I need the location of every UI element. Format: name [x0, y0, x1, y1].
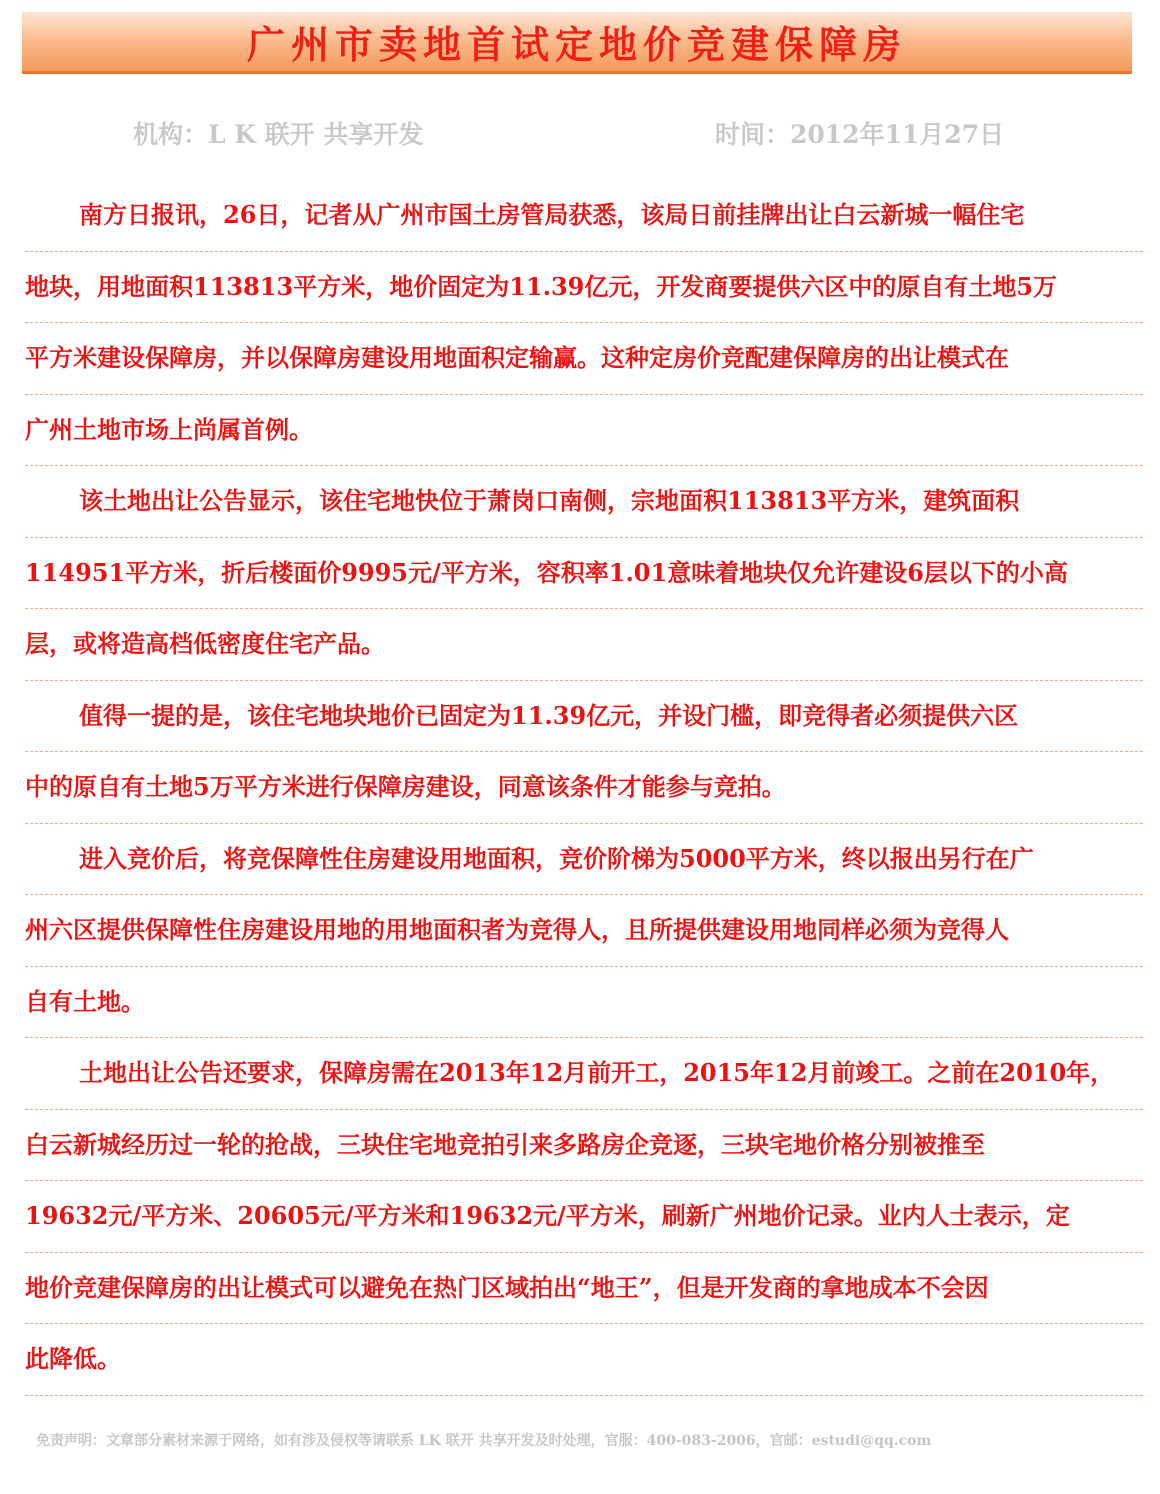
disclaimer-footer: 免责声明：文章部分素材来源于网络，如有涉及侵权等请联系 LK 联开 共享开发及时处理，官服：400-083-2006，官邮：estudi@qq.com — [36, 1433, 932, 1449]
article-line: 此降低。 — [25, 1324, 1143, 1396]
article-line: 层，或将造高档低密度住宅产品。 — [25, 609, 1143, 681]
article-line: 广州土地市场上尚属首例。 — [25, 395, 1143, 467]
article-line: 白云新城经历过一轮的抢战，三块住宅地竞拍引来多路房企竞逐，三块宅地价格分别被推至 — [25, 1110, 1143, 1182]
article-line: 中的原自有土地5万平方米进行保障房建设，同意该条件才能参与竞拍。 — [25, 752, 1143, 824]
page-title: 广州市卖地首试定地价竞建保障房 — [246, 22, 907, 67]
article-line: 地价竞建保障房的出让模式可以避免在热门区域拍出“地王”，但是开发商的拿地成本不会因 — [25, 1253, 1143, 1325]
article-line: 19632元/平方米、20605元/平方米和19632元/平方米，刷新广州地价记录。业内人士表示，定 — [25, 1181, 1143, 1253]
organization-label: 机构：L K 联开 共享开发 — [133, 120, 424, 149]
article-line: 自有土地。 — [25, 967, 1143, 1039]
article-line: 该土地出让公告显示，该住宅地快位于萧岗口南侧，宗地面积113813平方米，建筑面积 — [25, 466, 1143, 538]
article-line: 进入竞价后，将竞保障性住房建设用地面积，竞价阶梯为5000平方米，终以报出另行在广 — [25, 824, 1143, 896]
article-line: 值得一提的是，该住宅地块地价已固定为11.39亿元，并设门槛，即竞得者必须提供六区 — [25, 681, 1143, 753]
article-line: 地块，用地面积113813平方米，地价固定为11.39亿元，开发商要提供六区中的原自有土地5万 — [25, 252, 1143, 324]
article-line: 平方米建设保障房，并以保障房建设用地面积定输赢。这种定房价竞配建保障房的出让模式在 — [25, 323, 1143, 395]
article-line: 州六区提供保障性住房建设用地的用地面积者为竞得人，且所提供建设用地同样必须为竞得人 — [25, 895, 1143, 967]
date-label: 时间：2012年11月27日 — [715, 120, 1005, 149]
article-line: 土地出让公告还要求，保障房需在2013年12月前开工，2015年12月前竣工。之前在2010年， — [25, 1038, 1143, 1110]
article-line: 南方日报讯，26日，记者从广州市国土房管局获悉，该局日前挂牌出让白云新城一幅住宅 — [25, 180, 1143, 252]
article-line: 114951平方米，折后楼面价9995元/平方米，容积率1.01意味着地块仅允许建设6层以下的小高 — [25, 538, 1143, 610]
title-banner — [22, 12, 1132, 74]
article-body — [25, 180, 1143, 1396]
